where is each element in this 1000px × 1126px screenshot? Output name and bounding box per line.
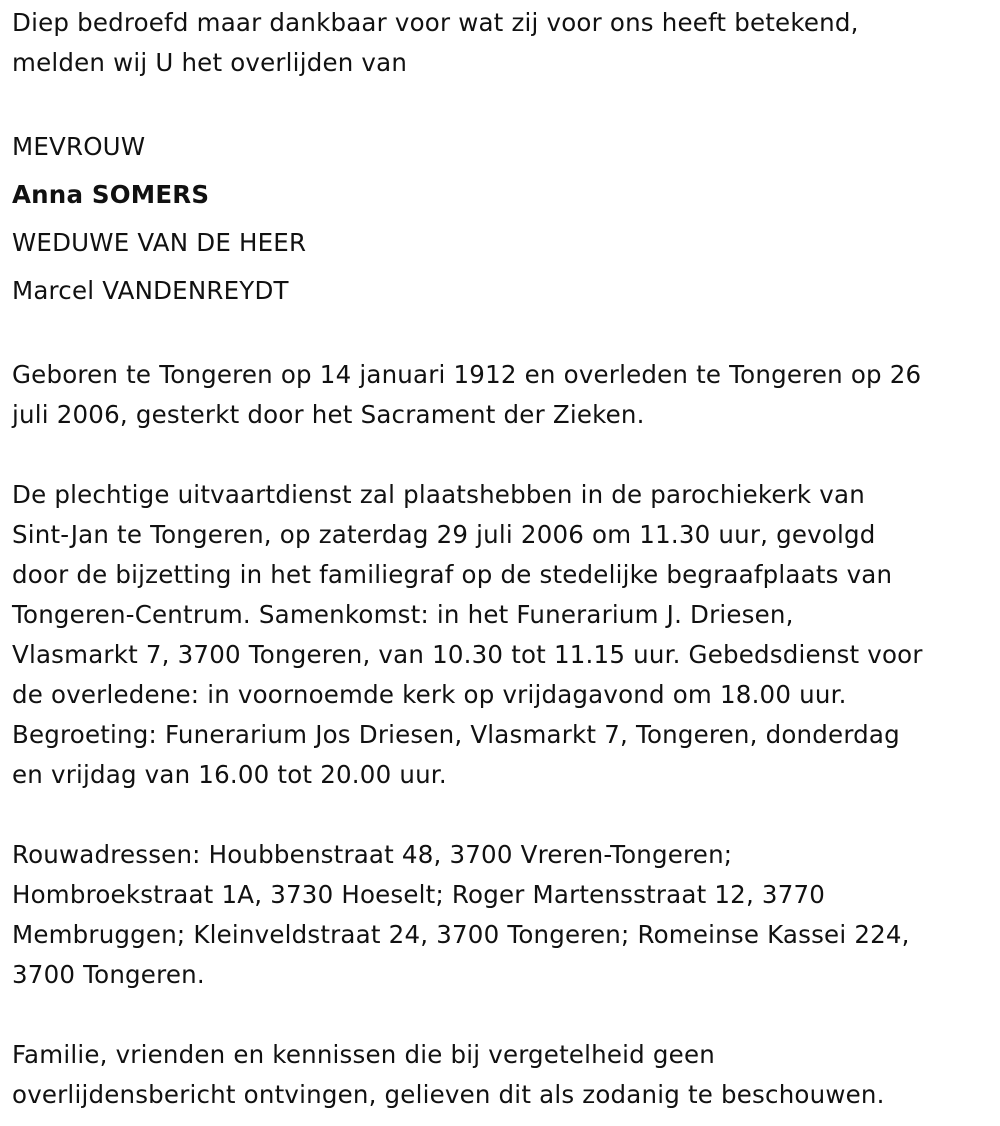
- spacer: [12, 315, 988, 355]
- ceremony-line: de overledene: in voornoemde kerk op vrijdagavond om 18.00 uur.: [12, 680, 847, 709]
- intro-paragraph: [12, 3, 988, 83]
- ceremony-line: Begroeting: Funerarium Jos Driesen, Vlasmarkt 7, Tongeren, donderdag: [12, 720, 900, 749]
- intro-line: melden wij U het overlijden van: [12, 48, 408, 77]
- address-line: Membruggen; Kleinveldstraat 24, 3700 Tongeren; Romeinse Kassei 224,: [12, 920, 910, 949]
- address-line: 3700 Tongeren.: [12, 960, 205, 989]
- ceremony-line: door de bijzetting in het familiegraf op de stedelijke begraafplaats van: [12, 560, 893, 589]
- closing-line: overlijdensbericht ontvingen, gelieven dit als zodanig te beschouwen.: [12, 1080, 885, 1109]
- addresses-paragraph: [12, 835, 988, 995]
- address-line: Rouwadressen: Houbbenstraat 48, 3700 Vreren-Tongeren;: [12, 840, 733, 869]
- ceremony-line: en vrijdag van 16.00 tot 20.00 uur.: [12, 760, 447, 789]
- ceremony-line: Vlasmarkt 7, 3700 Tongeren, van 10.30 tot 11.15 uur. Gebedsdienst voor: [12, 640, 923, 669]
- deceased-block: [12, 123, 988, 315]
- address-line: Hombroekstraat 1A, 3730 Hoeselt; Roger Martensstraat 12, 3770: [12, 880, 826, 909]
- deceased-name: Anna SOMERS: [12, 180, 210, 209]
- spouse-name: Marcel VANDENREYDT: [12, 276, 289, 305]
- spacer: [12, 83, 988, 123]
- ceremony-line: De plechtige uitvaartdienst zal plaatshebben in de parochiekerk van: [12, 480, 865, 509]
- closing-line: Familie, vrienden en kennissen die bij vergetelheid geen: [12, 1040, 715, 1069]
- ceremony-paragraph: [12, 475, 988, 795]
- ceremony-line: Sint-Jan te Tongeren, op zaterdag 29 juli 2006 om 11.30 uur, gevolgd: [12, 520, 876, 549]
- ceremony-line: Tongeren-Centrum. Samenkomst: in het Funerarium J. Driesen,: [12, 600, 794, 629]
- closing-paragraph: [12, 1035, 988, 1115]
- birth-death-line: Geboren te Tongeren op 14 januari 1912 en overleden te Tongeren op 26: [12, 360, 922, 389]
- spacer: [12, 795, 988, 835]
- birth-death-paragraph: [12, 355, 988, 435]
- spacer: [12, 435, 988, 475]
- deceased-title: MEVROUW: [12, 132, 146, 161]
- spacer: [12, 995, 988, 1035]
- intro-line: Diep bedroefd maar dankbaar voor wat zij voor ons heeft betekend,: [12, 8, 859, 37]
- birth-death-line: juli 2006, gesterkt door het Sacrament der Zieken.: [12, 400, 645, 429]
- deceased-relation: WEDUWE VAN DE HEER: [12, 228, 307, 257]
